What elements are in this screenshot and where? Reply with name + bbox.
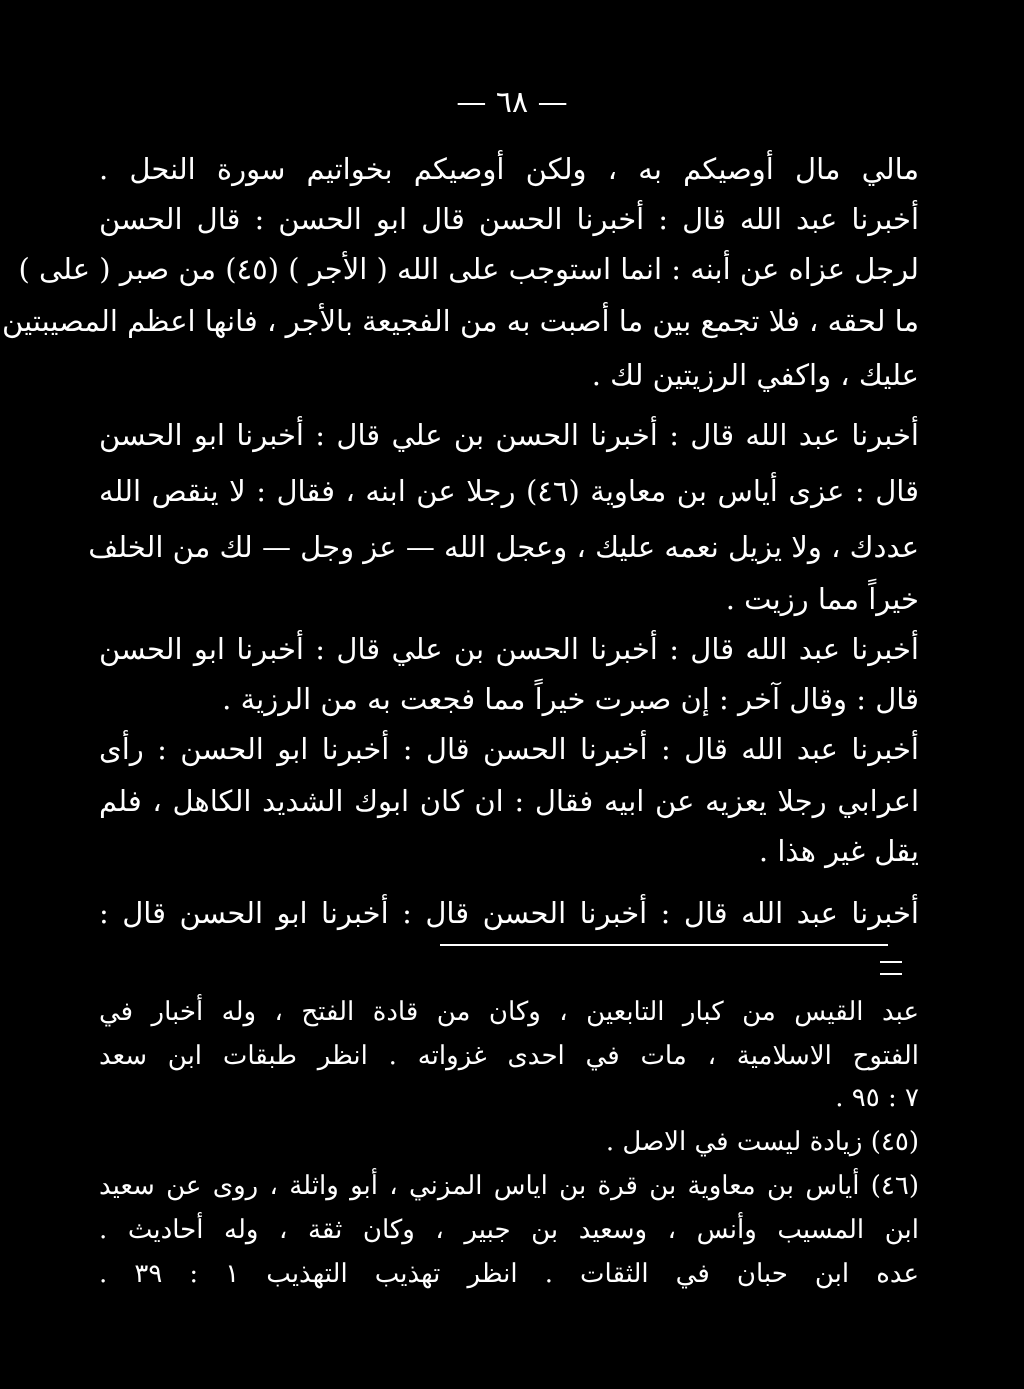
text-line: قال : وقال آخر : إن صبرت خيراً مما فجعت به من الرزية . xyxy=(222,682,919,716)
text-line: أخبرنا عبد الله قال : أخبرنا الحسن بن علي قال : أخبرنا ابو الحسن xyxy=(99,632,919,666)
footnote-line: ٧ : ٩٥ . xyxy=(835,1083,919,1113)
footnote-line: عده ابن حبان في الثقات . انظر تهذيب التهذيب ١ : ٣٩ . xyxy=(99,1259,920,1289)
page-number: — ٦٨ — xyxy=(456,85,568,120)
footnote-line: ابن المسيب وأنس ، وسعيد بن جبير ، وكان ثقة ، وله أحاديث . xyxy=(99,1215,919,1245)
text-line: أخبرنا عبد الله قال : أخبرنا الحسن قال : أخبرنا ابو الحسن : رأى xyxy=(99,732,919,766)
text-line: عددك ، ولا يزيل نعمه عليك ، وعجل الله — عز وجل — لك من الخلف xyxy=(88,530,919,564)
text-line: خيراً مما رزيت . xyxy=(725,582,919,616)
text-line: يقل غير هذا . xyxy=(758,834,919,868)
text-line: لرجل عزاه عن أبنه : انما استوجب على الله ( الأجر ) (٤٥) من صبر ( على ) xyxy=(18,252,919,286)
footnote-line: (٤٥) زيادة ليست في الاصل . xyxy=(605,1127,919,1157)
footnote-line: الفتوح الاسلامية ، مات في احدى غزواته . انظر طبقات ابن سعد xyxy=(99,1041,919,1071)
footnote-separator xyxy=(440,944,888,946)
text-line: عليك ، واكفي الرزيتين لك . xyxy=(591,358,919,392)
footnote-line: (٤٦) أياس بن معاوية بن قرة بن اياس المزني ، أبو واثلة ، روى عن سعيد xyxy=(99,1171,919,1201)
text-line: ما لحقه ، فلا تجمع بين ما أصبت به من الفجيعة بالأجر ، فانها اعظم المصيبتين xyxy=(2,304,919,338)
continuation-mark xyxy=(880,961,902,975)
text-line: أخبرنا عبد الله قال : أخبرنا الحسن بن علي قال : أخبرنا ابو الحسن xyxy=(99,418,919,452)
footnote-line: عبد القيس من كبار التابعين ، وكان من قادة الفتح ، وله أخبار في xyxy=(99,997,919,1027)
text-line: أخبرنا عبد الله قال : أخبرنا الحسن قال ابو الحسن : قال الحسن xyxy=(99,202,919,236)
text-line: مالي مال أوصيكم به ، ولكن أوصيكم بخواتيم سورة النحل . xyxy=(99,152,919,186)
text-line: اعرابي رجلا يعزيه عن ابيه فقال : ان كان ابوك الشديد الكاهل ، فلم xyxy=(99,784,919,818)
text-line: قال : عزى أياس بن معاوية (٤٦) رجلا عن ابنه ، فقال : لا ينقص الله xyxy=(99,474,919,508)
text-line-last: أخبرنا عبد الله قال : أخبرنا الحسن قال : أخبرنا ابو الحسن قال : xyxy=(99,896,919,930)
